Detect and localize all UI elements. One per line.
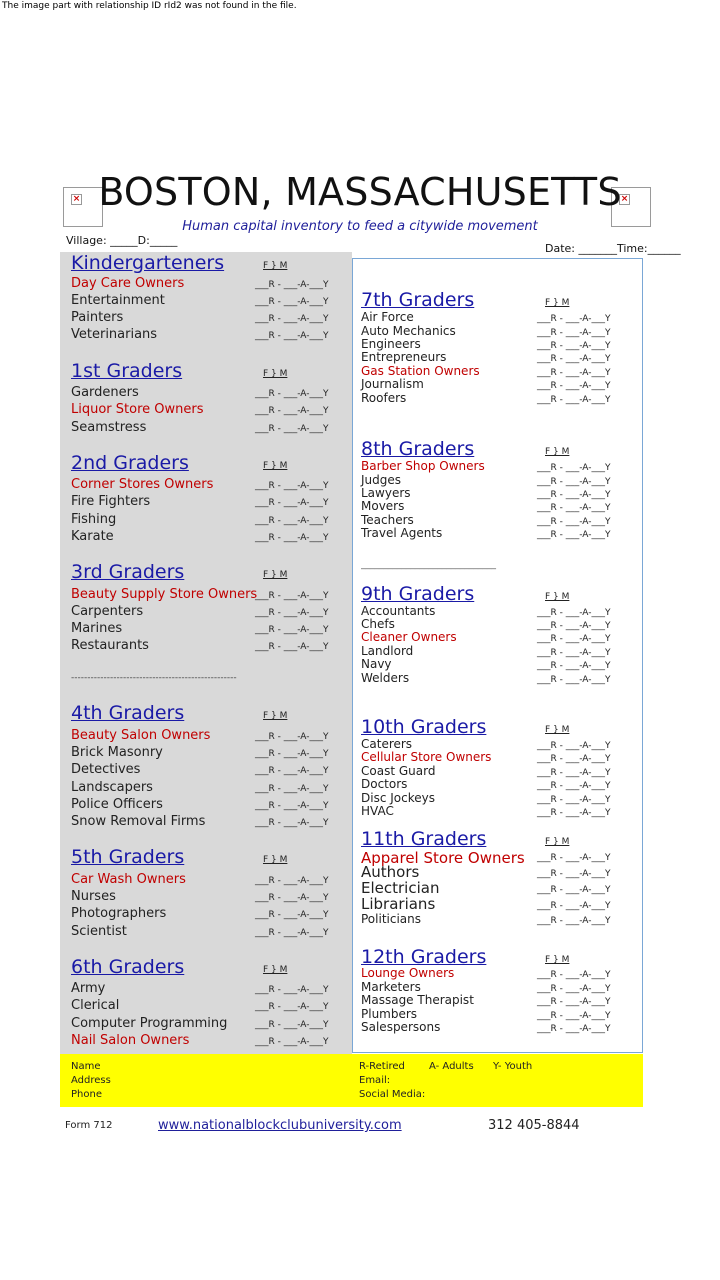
retired-adult-youth-tally: ___R - ___-A-___Y: [537, 916, 611, 926]
retired-adult-youth-tally: ___R - ___-A-___Y: [537, 341, 611, 351]
business-owner-item: Cleaner Owners: [361, 630, 457, 644]
gender-columns-label: F } M: [263, 261, 288, 271]
occupation-item: Navy: [361, 657, 392, 671]
retired-adult-youth-tally: ___R - ___-A-___Y: [255, 985, 329, 995]
occupation-item: Scientist: [71, 924, 127, 939]
occupation-item: Police Officers: [71, 797, 163, 812]
village-field-label: Village: _____D:_____: [66, 234, 178, 247]
retired-adult-youth-tally: ___R - ___-A-___Y: [537, 354, 611, 364]
grade-heading: 1st Graders: [71, 360, 183, 382]
grade-heading: 3rd Graders: [71, 561, 185, 583]
occupation-item: Painters: [71, 310, 124, 325]
retired-adult-youth-tally: ___R - ___-A-___Y: [255, 280, 329, 290]
gender-columns-label: F } M: [263, 855, 288, 865]
grade-heading: 12th Graders: [361, 946, 487, 968]
retired-adult-youth-tally: ___R - ___-A-___Y: [537, 1024, 611, 1034]
retired-adult-youth-tally: ___R - ___-A-___Y: [537, 648, 611, 658]
grade-heading: 8th Graders: [361, 438, 475, 460]
occupation-item: Snow Removal Firms: [71, 814, 206, 829]
occupation-item: Photographers: [71, 906, 167, 921]
grade-heading: 2nd Graders: [71, 452, 189, 474]
business-owner-item: Nail Salon Owners: [71, 1033, 190, 1048]
occupation-item: Air Force: [361, 310, 414, 324]
occupation-item: Politicians: [361, 912, 421, 926]
business-owner-item: Lounge Owners: [361, 966, 455, 980]
retired-adult-youth-tally: ___R - ___-A-___Y: [537, 997, 611, 1007]
contact-phone: 312 405-8844: [488, 1118, 580, 1133]
occupation-item: Army: [71, 981, 106, 996]
occupation-item: Restaurants: [71, 638, 149, 653]
gender-columns-label: F } M: [545, 298, 570, 308]
retired-adult-youth-tally: ___R - ___-A-___Y: [537, 808, 611, 818]
phone-label: Phone: [71, 1089, 102, 1100]
social-media-label: Social Media:: [359, 1089, 426, 1100]
occupation-item: Marketers: [361, 980, 421, 994]
retired-adult-youth-tally: ___R - ___-A-___Y: [255, 1037, 329, 1047]
occupation-item: Entertainment: [71, 293, 165, 308]
retired-adult-youth-tally: ___R - ___-A-___Y: [537, 503, 611, 513]
occupation-item: Electrician: [361, 879, 440, 897]
retired-adult-youth-tally: ___R - ___-A-___Y: [255, 389, 329, 399]
occupation-item: Auto Mechanics: [361, 324, 456, 338]
retired-adult-youth-tally: ___R - ___-A-___Y: [255, 928, 329, 938]
retired-adult-youth-tally: ___R - ___-A-___Y: [255, 625, 329, 635]
occupation-item: Computer Programming: [71, 1016, 228, 1031]
grade-heading: Kindergarteners: [71, 252, 225, 274]
date-time-field-label: Date: _______Time:______: [545, 242, 681, 255]
page-subtitle: Human capital inventory to feed a citywide movement: [182, 219, 538, 234]
occupation-item: Librarians: [361, 895, 436, 913]
retired-adult-youth-tally: ___R - ___-A-___Y: [537, 768, 611, 778]
occupation-item: Authors: [361, 863, 420, 881]
retired-adult-youth-tally: ___R - ___-A-___Y: [537, 490, 611, 500]
missing-image-notice: The image part with relationship ID rId2 was not found in the file.: [2, 1, 297, 11]
grade-heading: 9th Graders: [361, 583, 475, 605]
legend-retired: R-Retired: [359, 1061, 405, 1072]
retired-adult-youth-tally: ___R - ___-A-___Y: [537, 381, 611, 391]
occupation-item: Veterinarians: [71, 327, 158, 342]
retired-adult-youth-tally: ___R - ___-A-___Y: [255, 498, 329, 508]
gender-columns-label: F } M: [545, 955, 570, 965]
contact-footer-box: [60, 1054, 643, 1107]
business-owner-item: Corner Stores Owners: [71, 477, 214, 492]
retired-adult-youth-tally: ___R - ___-A-___Y: [537, 634, 611, 644]
occupation-item: Fishing: [71, 512, 117, 527]
occupation-item: Plumbers: [361, 1007, 418, 1021]
retired-adult-youth-tally: ___R - ___-A-___Y: [255, 784, 329, 794]
occupation-item: HVAC: [361, 804, 394, 818]
occupation-item: Marines: [71, 621, 123, 636]
business-owner-item: Car Wash Owners: [71, 872, 186, 887]
gender-columns-label: F } M: [263, 711, 288, 721]
occupation-item: Fire Fighters: [71, 494, 151, 509]
grade-heading: 7th Graders: [361, 289, 475, 311]
occupation-item: Detectives: [71, 762, 141, 777]
occupation-item: Seamstress: [71, 420, 147, 435]
occupation-item: Brick Masonry: [71, 745, 163, 760]
retired-adult-youth-tally: ___R - ___-A-___Y: [537, 621, 611, 631]
occupation-item: Roofers: [361, 391, 407, 405]
retired-adult-youth-tally: ___R - ___-A-___Y: [255, 642, 329, 652]
retired-adult-youth-tally: ___R - ___-A-___Y: [537, 368, 611, 378]
grade-heading: 5th Graders: [71, 846, 185, 868]
occupation-item: Engineers: [361, 337, 421, 351]
retired-adult-youth-tally: ___R - ___-A-___Y: [537, 984, 611, 994]
retired-adult-youth-tally: ___R - ___-A-___Y: [255, 1002, 329, 1012]
retired-adult-youth-tally: ___R - ___-A-___Y: [537, 328, 611, 338]
broken-image-icon: ×: [620, 194, 629, 204]
retired-adult-youth-tally: ___R - ___-A-___Y: [255, 893, 329, 903]
retired-adult-youth-tally: ___R - ___-A-___Y: [537, 970, 611, 980]
retired-adult-youth-tally: ___R - ___-A-___Y: [255, 910, 329, 920]
retired-adult-youth-tally: ___R - ___-A-___Y: [537, 517, 611, 527]
occupation-item: Journalism: [361, 377, 424, 391]
website-link[interactable]: www.nationalblockclubuniversity.com: [158, 1118, 402, 1133]
retired-adult-youth-tally: ___R - ___-A-___Y: [255, 732, 329, 742]
retired-adult-youth-tally: ___R - ___-A-___Y: [537, 477, 611, 487]
retired-adult-youth-tally: ___R - ___-A-___Y: [255, 481, 329, 491]
occupation-item: Doctors: [361, 777, 408, 791]
gender-columns-label: F } M: [545, 725, 570, 735]
gender-columns-label: F } M: [263, 369, 288, 379]
retired-adult-youth-tally: ___R - ___-A-___Y: [537, 853, 611, 863]
occupation-item: Entrepreneurs: [361, 350, 447, 364]
retired-adult-youth-tally: ___R - ___-A-___Y: [255, 1020, 329, 1030]
occupation-item: Chefs: [361, 617, 395, 631]
retired-adult-youth-tally: ___R - ___-A-___Y: [255, 608, 329, 618]
retired-adult-youth-tally: ___R - ___-A-___Y: [537, 530, 611, 540]
grade-heading: 4th Graders: [71, 702, 185, 724]
retired-adult-youth-tally: ___R - ___-A-___Y: [537, 754, 611, 764]
broken-image-icon: ×: [72, 194, 81, 204]
business-owner-item: Cellular Store Owners: [361, 750, 492, 764]
retired-adult-youth-tally: ___R - ___-A-___Y: [537, 781, 611, 791]
occupation-item: Coast Guard: [361, 764, 436, 778]
retired-adult-youth-tally: ___R - ___-A-___Y: [537, 741, 611, 751]
right-divider: ______________________________: [361, 560, 496, 570]
gender-columns-label: F } M: [263, 965, 288, 975]
business-owner-item: Beauty Supply Store Owners: [71, 587, 258, 602]
gender-columns-label: F } M: [545, 447, 570, 457]
left-divider: ---------------------------------------------------: [71, 673, 237, 683]
page-title: BOSTON, MASSACHUSETTS: [98, 170, 622, 214]
retired-adult-youth-tally: ___R - ___-A-___Y: [255, 297, 329, 307]
business-owner-item: Barber Shop Owners: [361, 459, 485, 473]
retired-adult-youth-tally: ___R - ___-A-___Y: [537, 885, 611, 895]
occupation-item: Travel Agents: [361, 526, 443, 540]
occupation-item: Carpenters: [71, 604, 144, 619]
business-owner-item: Day Care Owners: [71, 276, 185, 291]
form-number: Form 712: [65, 1120, 113, 1131]
gender-columns-label: F } M: [263, 570, 288, 580]
retired-adult-youth-tally: ___R - ___-A-___Y: [255, 591, 329, 601]
business-owner-item: Beauty Salon Owners: [71, 728, 211, 743]
gender-columns-label: F } M: [263, 461, 288, 471]
retired-adult-youth-tally: ___R - ___-A-___Y: [537, 463, 611, 473]
occupation-item: Salespersons: [361, 1020, 441, 1034]
retired-adult-youth-tally: ___R - ___-A-___Y: [537, 675, 611, 685]
occupation-item: Accountants: [361, 604, 436, 618]
occupation-item: Nurses: [71, 889, 116, 904]
grade-heading: 11th Graders: [361, 828, 487, 850]
retired-adult-youth-tally: ___R - ___-A-___Y: [255, 331, 329, 341]
retired-adult-youth-tally: ___R - ___-A-___Y: [255, 876, 329, 886]
retired-adult-youth-tally: ___R - ___-A-___Y: [537, 869, 611, 879]
occupation-item: Caterers: [361, 737, 413, 751]
occupation-item: Landscapers: [71, 780, 153, 795]
occupation-item: Massage Therapist: [361, 993, 474, 1007]
grade-heading: 6th Graders: [71, 956, 185, 978]
occupation-item: Teachers: [361, 513, 414, 527]
retired-adult-youth-tally: ___R - ___-A-___Y: [537, 661, 611, 671]
retired-adult-youth-tally: ___R - ___-A-___Y: [537, 1011, 611, 1021]
retired-adult-youth-tally: ___R - ___-A-___Y: [537, 901, 611, 911]
retired-adult-youth-tally: ___R - ___-A-___Y: [255, 749, 329, 759]
occupation-item: Gardeners: [71, 385, 139, 400]
name-label: Name: [71, 1061, 101, 1072]
legend-adults: A- Adults: [429, 1061, 474, 1072]
retired-adult-youth-tally: ___R - ___-A-___Y: [255, 766, 329, 776]
retired-adult-youth-tally: ___R - ___-A-___Y: [255, 818, 329, 828]
occupation-item: Welders: [361, 671, 410, 685]
retired-adult-youth-tally: ___R - ___-A-___Y: [537, 314, 611, 324]
retired-adult-youth-tally: ___R - ___-A-___Y: [255, 801, 329, 811]
occupation-item: Disc Jockeys: [361, 791, 435, 805]
legend-youth: Y- Youth: [493, 1061, 533, 1072]
occupation-item: Lawyers: [361, 486, 411, 500]
email-label: Email:: [359, 1075, 391, 1086]
business-owner-item: Apparel Store Owners: [361, 849, 525, 867]
retired-adult-youth-tally: ___R - ___-A-___Y: [537, 795, 611, 805]
retired-adult-youth-tally: ___R - ___-A-___Y: [255, 424, 329, 434]
retired-adult-youth-tally: ___R - ___-A-___Y: [255, 406, 329, 416]
retired-adult-youth-tally: ___R - ___-A-___Y: [537, 395, 611, 405]
occupation-item: Clerical: [71, 998, 120, 1013]
occupation-item: Landlord: [361, 644, 414, 658]
gender-columns-label: F } M: [545, 592, 570, 602]
retired-adult-youth-tally: ___R - ___-A-___Y: [255, 516, 329, 526]
occupation-item: Karate: [71, 529, 114, 544]
retired-adult-youth-tally: ___R - ___-A-___Y: [537, 608, 611, 618]
business-owner-item: Liquor Store Owners: [71, 402, 204, 417]
occupation-item: Movers: [361, 499, 405, 513]
gender-columns-label: F } M: [545, 837, 570, 847]
grade-heading: 10th Graders: [361, 716, 487, 738]
occupation-item: Judges: [361, 473, 402, 487]
retired-adult-youth-tally: ___R - ___-A-___Y: [255, 533, 329, 543]
business-owner-item: Gas Station Owners: [361, 364, 480, 378]
retired-adult-youth-tally: ___R - ___-A-___Y: [255, 314, 329, 324]
address-label: Address: [71, 1075, 111, 1086]
